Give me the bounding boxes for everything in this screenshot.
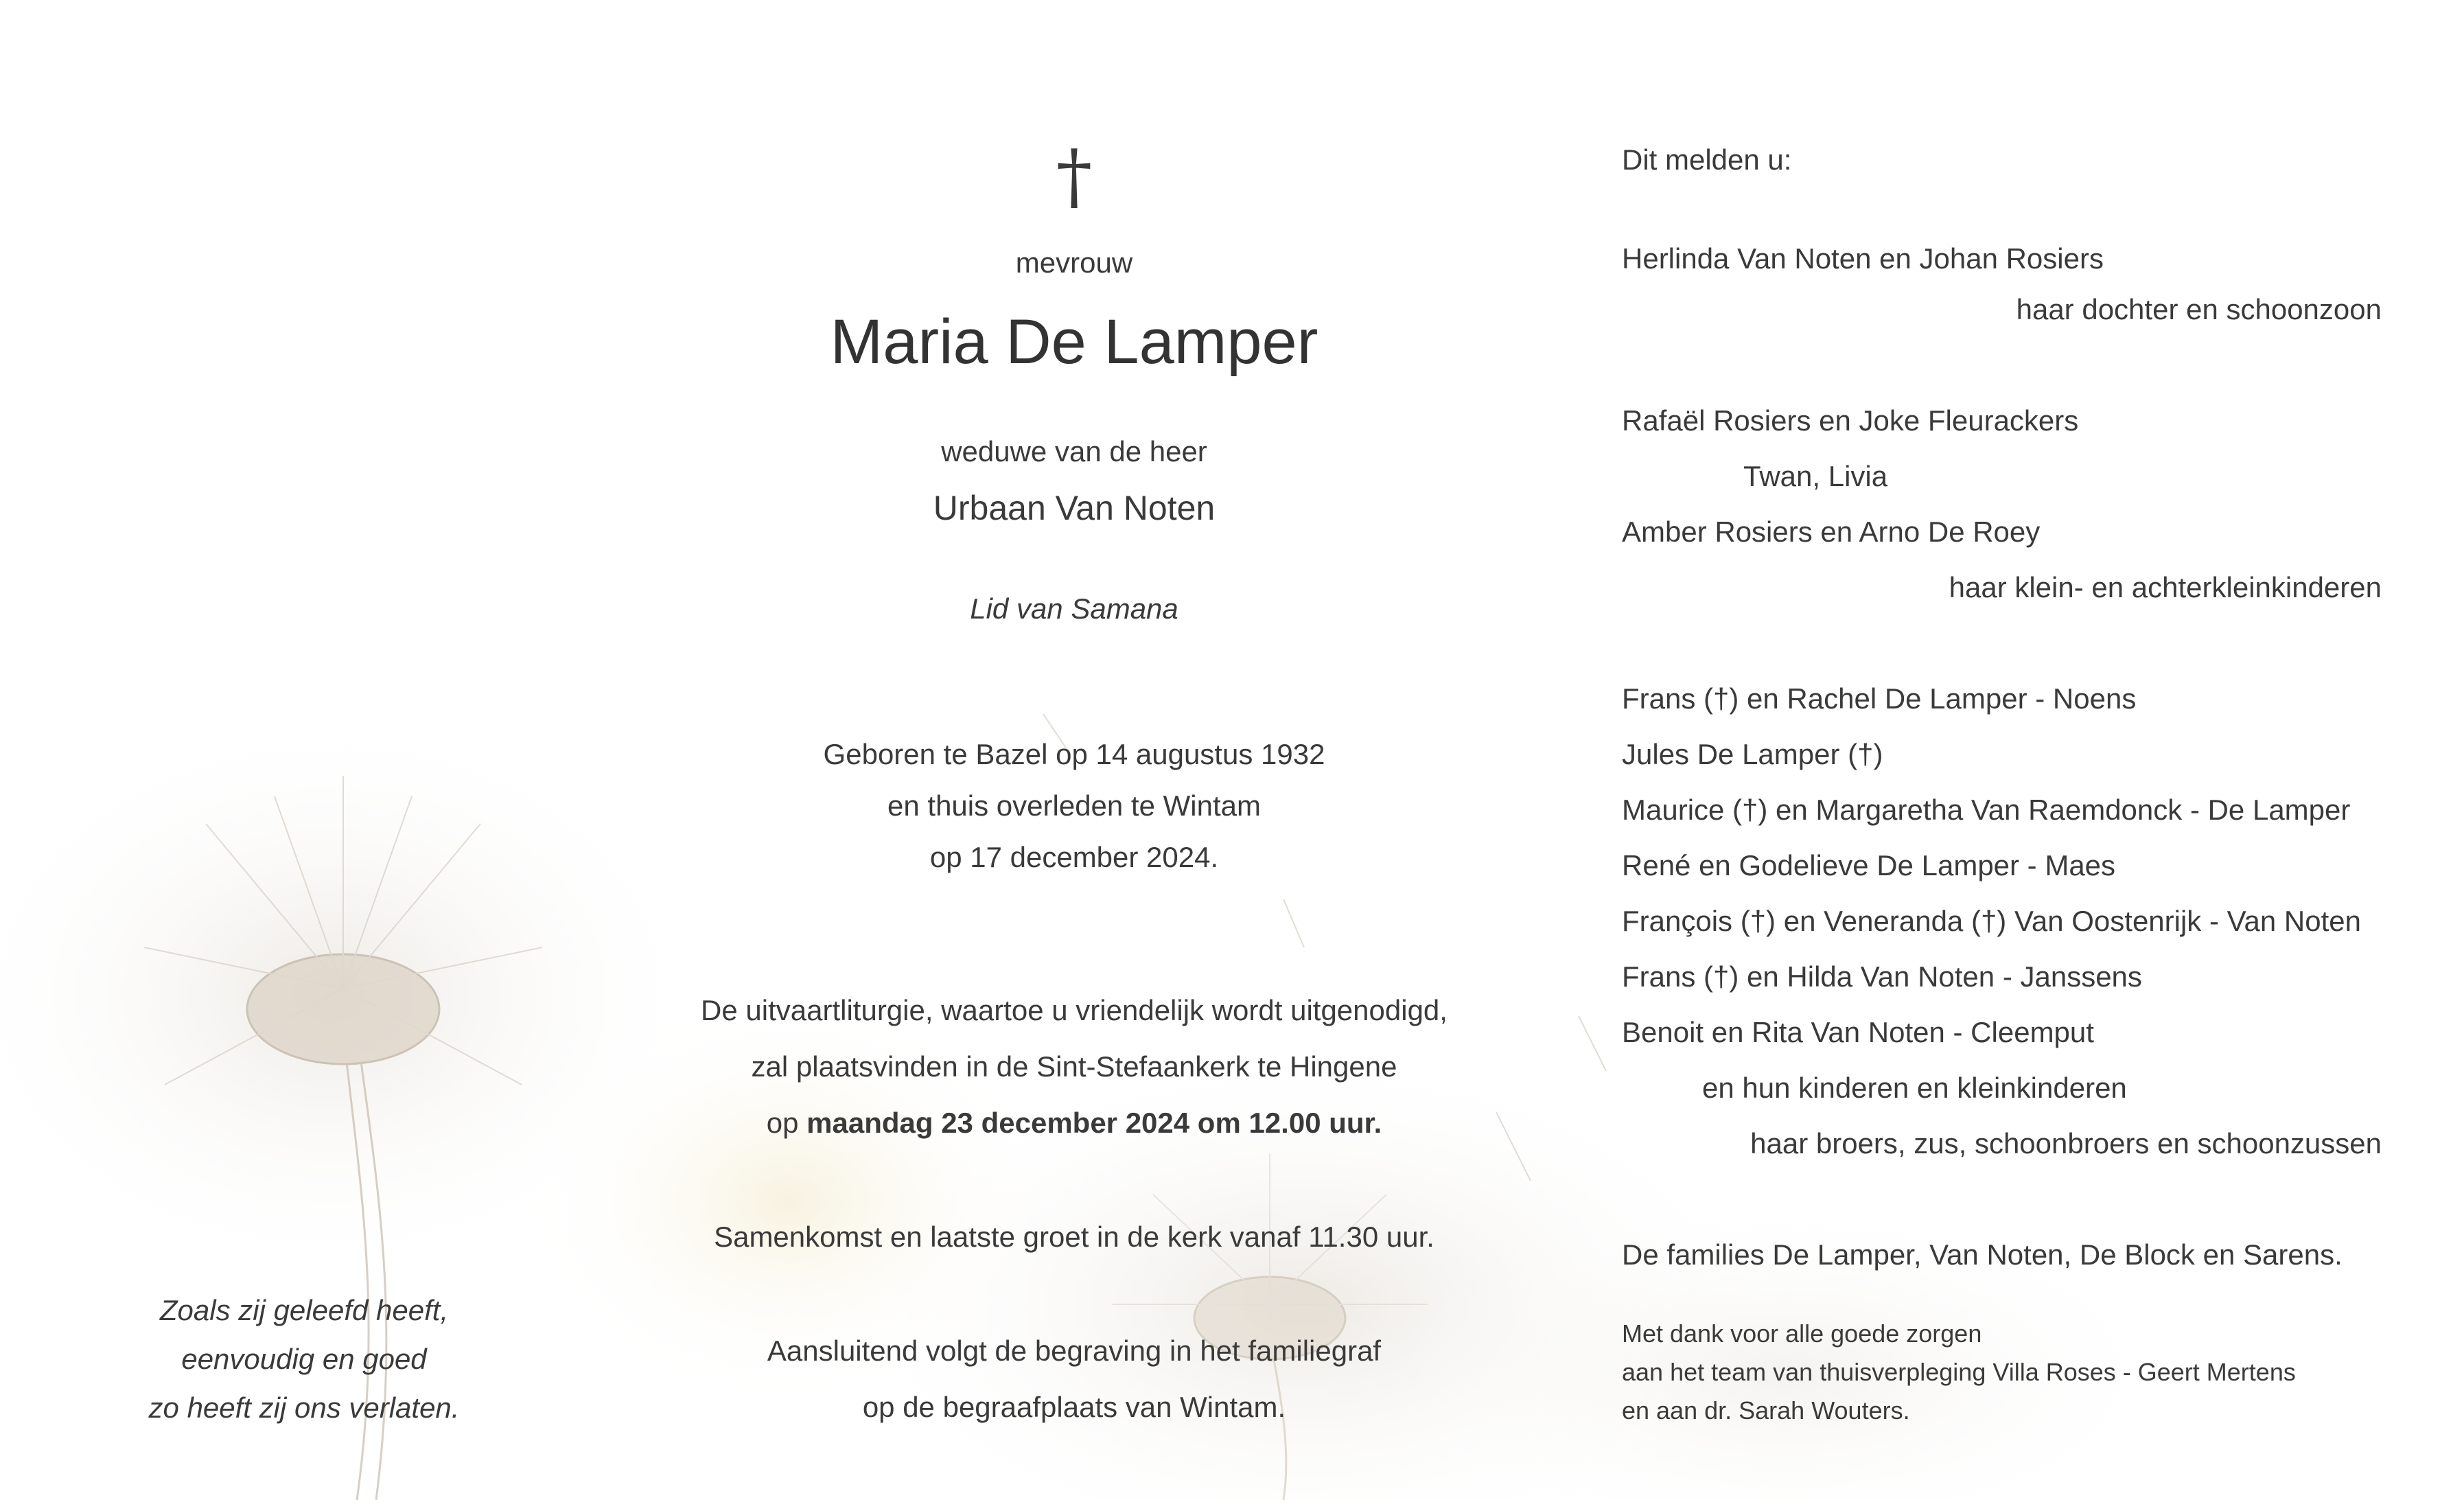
liturgy-line-1: De uitvaartliturgie, waartoe u vriendelijk wordt uitgenodigd, [701, 994, 1448, 1026]
died-place-line: en thuis overleden te Wintam [887, 789, 1261, 822]
sibling-line-7: Benoit en Rita Van Noten - Cleemput [1622, 1016, 2094, 1048]
thanks-line-2: aan het team van thuisverpleging Villa Roses - Geert Mertens [1622, 1358, 2296, 1386]
quote-line-2: eenvoudig en goed [181, 1343, 427, 1375]
daughter-role: haar dochter en schoonzoon [2016, 293, 2382, 325]
membership: Lid van Samana [970, 592, 1178, 625]
families-line: De families De Lamper, Van Noten, De Block en Sarens. [1622, 1238, 2343, 1271]
grandchild-line-2: Amber Rosiers en Arno De Roey [1622, 516, 2041, 548]
sibling-line-2: Jules De Lamper (†) [1622, 738, 1883, 770]
born-line: Geboren te Bazel op 14 augustus 1932 [823, 738, 1325, 770]
liturgy-line-3: op maandag 23 december 2024 om 12.00 uur. [766, 1107, 1382, 1139]
liturgy-date: maandag 23 december 2024 om 12.00 uur. [806, 1107, 1382, 1139]
sibling-line-1: Frans (†) en Rachel De Lamper - Noens [1622, 682, 2137, 715]
sibling-line-3: Maurice (†) en Margaretha Van Raemdonck - De Lamper [1622, 794, 2351, 826]
honorific: mevrouw [1015, 246, 1133, 279]
sibling-children: en hun kinderen en kleinkinderen [1702, 1072, 2127, 1104]
cross-icon: † [1056, 135, 1093, 218]
quote-line-1: Zoals zij geleefd heeft, [159, 1294, 449, 1326]
gathering-line: Samenkomst en laatste groet in de kerk vanaf 11.30 uur. [714, 1221, 1434, 1253]
great-grandchildren: Twan, Livia [1743, 460, 1888, 492]
widow-of-label: weduwe van de heer [941, 435, 1207, 468]
grandchild-line-1: Rafaël Rosiers en Joke Fleurackers [1622, 404, 2079, 437]
sibling-line-6: Frans (†) en Hilda Van Noten - Janssens [1622, 960, 2142, 993]
grandchildren-role: haar klein- en achterkleinkinderen [1949, 571, 2382, 603]
intro-line: Dit melden u: [1622, 143, 1792, 176]
burial-line-1: Aansluitend volgt de begraving in het familiegraf [767, 1335, 1382, 1367]
sibling-line-4: René en Godelieve De Lamper - Maes [1622, 849, 2116, 881]
died-date-line: op 17 december 2024. [929, 841, 1219, 873]
thanks-line-3: en aan dr. Sarah Wouters. [1622, 1396, 1910, 1424]
deceased-name: Maria De Lamper [830, 307, 1318, 377]
spouse-name: Urbaan Van Noten [933, 489, 1216, 527]
liturgy-line-2: zal plaatsvinden in de Sint-Stefaankerk te Hingene [751, 1050, 1397, 1083]
burial-line-2: op de begraafplaats van Wintam. [862, 1391, 1286, 1423]
sibling-line-5: François (†) en Veneranda (†) Van Oostenrijk - Van Noten [1622, 905, 2361, 937]
siblings-role: haar broers, zus, schoonbroers en schoonzussen [1750, 1127, 2382, 1159]
thanks-line-1: Met dank voor alle goede zorgen [1622, 1319, 1982, 1348]
quote-line-3: zo heeft zij ons verlaten. [148, 1392, 460, 1424]
daughter-names: Herlinda Van Noten en Johan Rosiers [1622, 242, 2104, 275]
